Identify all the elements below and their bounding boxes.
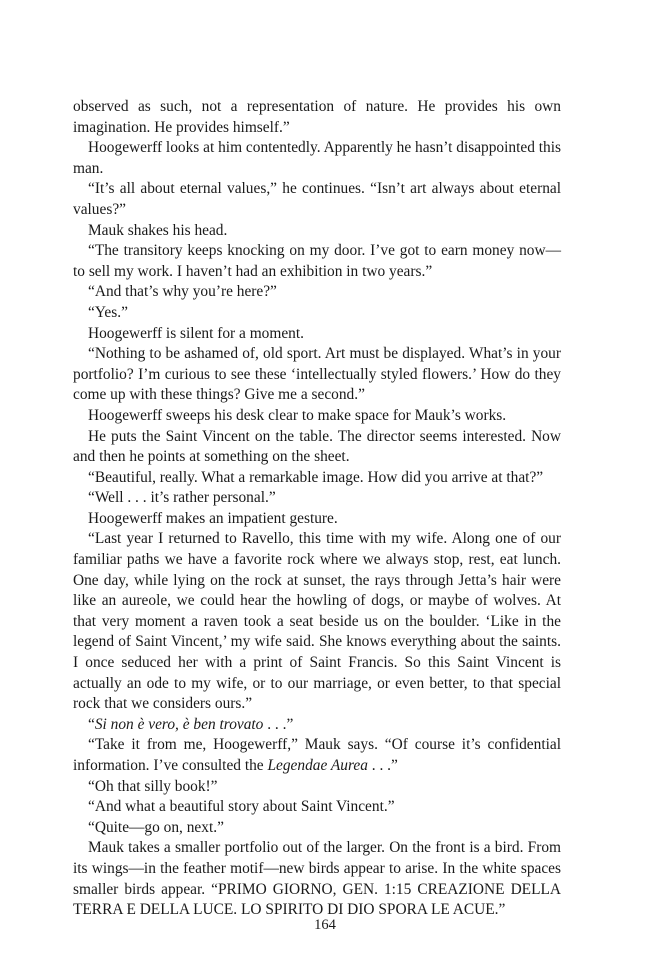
paragraph: “The transitory keeps knocking on my door. I’ve got to earn money now—to sell my work. I haven’t had an exhibition in two years.” [73, 242, 561, 280]
paragraph: Mauk shakes his head. [88, 221, 228, 239]
text-segment: . . .” [367, 757, 398, 774]
paragraph: Mauk takes a smaller portfolio out of the larger. On the front is a bird. From its wings—in the feather motif—new birds appear to arise. In the white spaces smaller birds appear. “PRIMO GIORNO, GEN. 1:15 CREAZIONE DELLA TERRA E DELLA LUCE. LO SPIRITO DI DIO SPORA LE ACUE.” [73, 839, 561, 919]
text-segment: “Take it from me, Hoogewerff,” Mauk says. “Of course it’s confidential information. I’ve consulted the [73, 736, 561, 774]
paragraph: “And that’s why you’re here?” [88, 283, 277, 301]
paragraph: “Well . . . it’s rather personal.” [88, 489, 276, 507]
paragraph: Hoogewerff sweeps his desk clear to make space for Mauk’s works. [88, 406, 507, 424]
page-number: 164 [314, 917, 336, 933]
paragraph: observed as such, not a representation of nature. He provides his own imagination. He provides himself.” [73, 98, 561, 136]
paragraph: “Beautiful, really. What a remarkable image. How did you arrive at that?” [88, 468, 544, 486]
italic-text: Legendae Aurea [267, 757, 368, 774]
body-text [73, 97, 561, 921]
paragraph: “Oh that silly book!” [88, 777, 218, 795]
paragraph: “Nothing to be ashamed of, old sport. Art must be displayed. What’s in your portfolio? I’m curious to see these ‘intellectually styled flowers.’ How do they come up with these things? Give me a second.” [73, 345, 561, 404]
paragraph: “It’s all about eternal values,” he continues. “Isn’t art always about eternal values?” [73, 180, 561, 218]
paragraph: “Last year I returned to Ravello, this time with my wife. Along one of our familiar paths we have a favorite rock where we always stop, rest, eat lunch. One day, while lying on the rock at sunset, the rays through Jetta’s hair were like an aureole, we could hear the howling of dogs, or maybe of wolves. At that very moment a raven took a seat beside us on the boulder. ‘Like in the legend of Saint Vincent,’ my wife said. She knows everything about the saints. I once seduced her with a print of Saint Francis. So this Saint Vincent is actually an ode to my wife, or to our marriage, or even better, to that special rock that we considers ours.” [73, 530, 561, 713]
paragraph [73, 715, 561, 736]
paragraph: “Yes.” [88, 303, 128, 321]
text-segment: . . .” [263, 715, 294, 733]
paragraph: “And what a beautiful story about Saint Vincent.” [88, 798, 395, 816]
paragraph: Hoogewerff is silent for a moment. [88, 324, 304, 342]
italic-text: Si non è vero, è ben trovato [94, 715, 264, 733]
text-segment: “ [88, 715, 95, 733]
paragraph: “Quite—go on, next.” [88, 818, 224, 836]
paragraph: Hoogewerff makes an impatient gesture. [88, 509, 338, 527]
paragraph [73, 735, 561, 776]
paragraph: Hoogewerff looks at him contentedly. Apparently he hasn’t disappointed this man. [73, 139, 561, 177]
paragraph: He puts the Saint Vincent on the table. The director seems interested. Now and then he points at something on the sheet. [73, 427, 561, 466]
